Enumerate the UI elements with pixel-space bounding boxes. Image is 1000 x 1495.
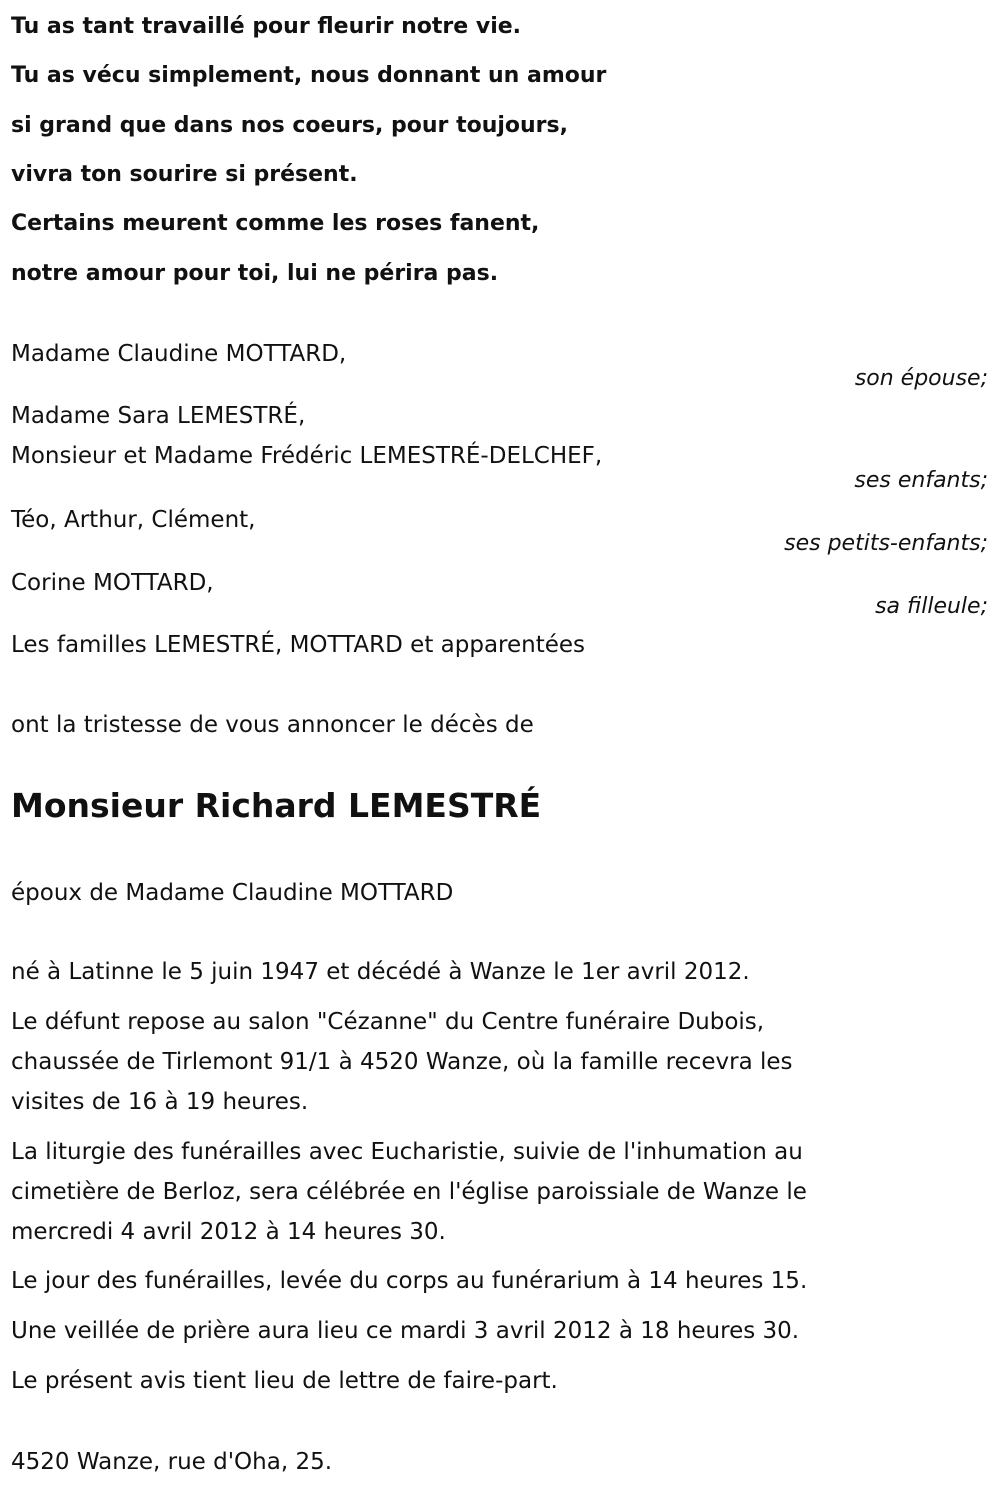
address: 4520 Wanze, rue d'Oha, 25. <box>11 1449 333 1475</box>
spouse-role: son épouse; <box>854 366 988 391</box>
goddaughter-name: Corine MOTTARD, <box>11 570 214 596</box>
poem-line: si grand que dans nos coeurs, pour toujours, <box>11 113 568 138</box>
detail-line: cimetière de Berloz, sera célébrée en l'église paroissiale de Wanze le <box>11 1179 807 1205</box>
poem-line: Tu as tant travaillé pour fleurir notre vie. <box>11 14 522 39</box>
detail-line: mercredi 4 avril 2012 à 14 heures 30. <box>11 1219 446 1245</box>
detail-line: Le jour des funérailles, levée du corps au funérarium à 14 heures 15. <box>11 1268 808 1294</box>
announcement: ont la tristesse de vous annoncer le décès de <box>11 712 534 738</box>
deceased-name: Monsieur Richard LEMESTRÉ <box>11 786 542 825</box>
detail-line: visites de 16 à 19 heures. <box>11 1089 309 1115</box>
child-name: Monsieur et Madame Frédéric LEMESTRÉ-DELCHEF, <box>11 443 603 469</box>
poem-line: Tu as vécu simplement, nous donnant un amour <box>11 63 607 88</box>
families: Les familles LEMESTRÉ, MOTTARD et apparentées <box>11 632 586 658</box>
detail-line: La liturgie des funérailles avec Eucharistie, suivie de l'inhumation au <box>11 1139 803 1165</box>
poem-line: vivra ton sourire si présent. <box>11 162 358 187</box>
detail-line: Une veillée de prière aura lieu ce mardi 3 avril 2012 à 18 heures 30. <box>11 1318 800 1344</box>
detail-line: Le présent avis tient lieu de lettre de faire-part. <box>11 1368 558 1394</box>
detail-line: Le défunt repose au salon "Cézanne" du Centre funéraire Dubois, <box>11 1009 765 1035</box>
detail-line: né à Latinne le 5 juin 1947 et décédé à Wanze le 1er avril 2012. <box>11 959 750 985</box>
poem-line: notre amour pour toi, lui ne périra pas. <box>11 261 499 286</box>
grandchildren-names: Téo, Arthur, Clément, <box>11 507 256 533</box>
spouse-name: Madame Claudine MOTTARD, <box>11 341 347 367</box>
child-name: Madame Sara LEMESTRÉ, <box>11 403 306 429</box>
children-role: ses enfants; <box>854 468 988 493</box>
spouse-of: époux de Madame Claudine MOTTARD <box>11 880 454 906</box>
poem-line: Certains meurent comme les roses fanent, <box>11 211 540 236</box>
detail-line: chaussée de Tirlemont 91/1 à 4520 Wanze, où la famille recevra les <box>11 1049 793 1075</box>
grandchildren-role: ses petits-enfants; <box>784 531 988 556</box>
goddaughter-role: sa filleule; <box>875 594 988 619</box>
